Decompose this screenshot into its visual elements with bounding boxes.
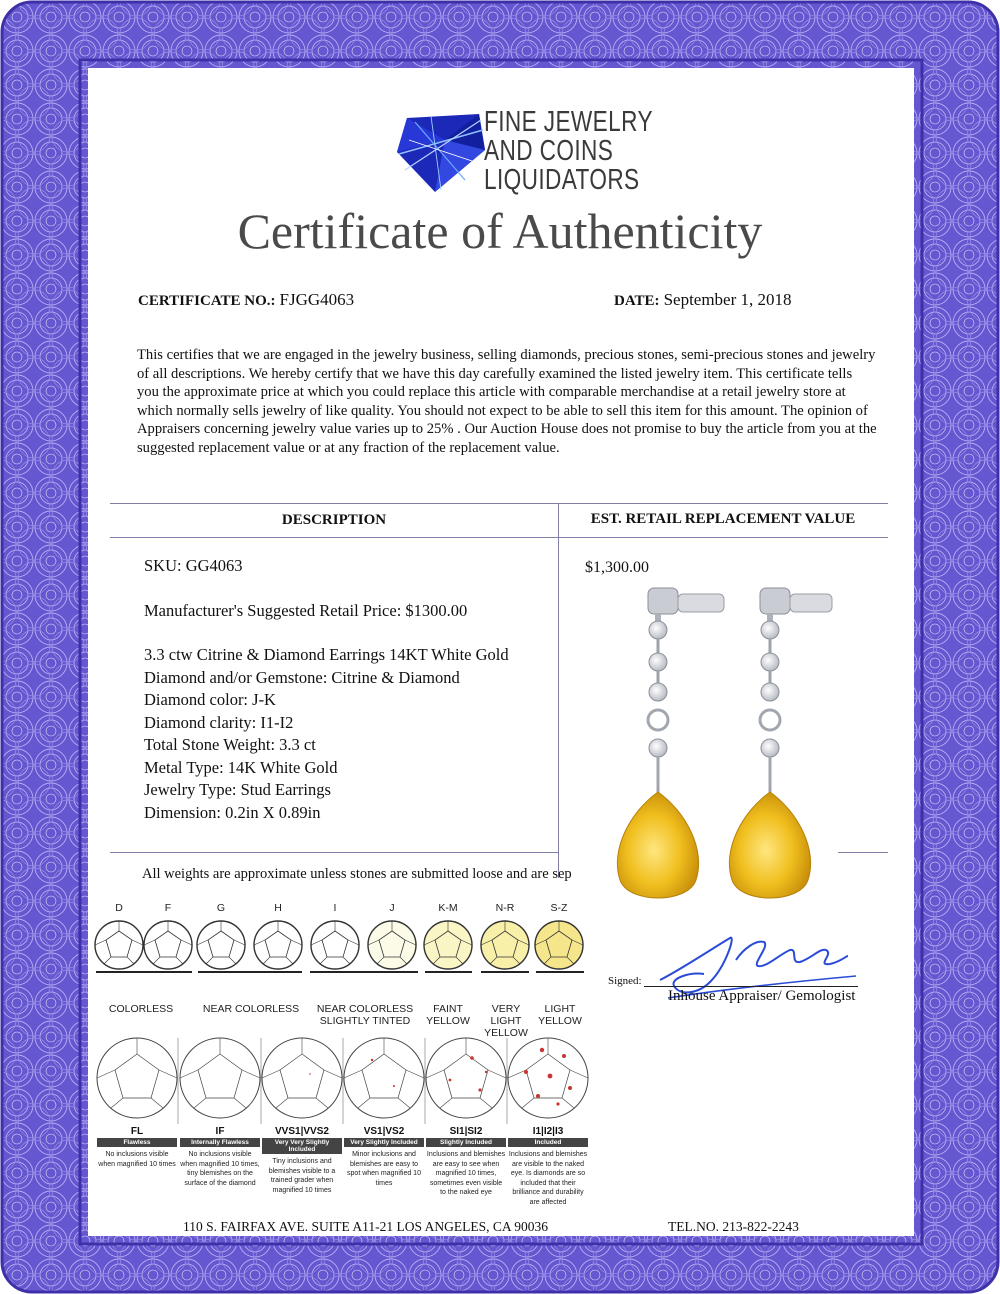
diamond-icon bbox=[761, 653, 779, 671]
detail-line: Dimension: 0.2in X 0.89in bbox=[144, 802, 321, 822]
clarity-name: Very Slightly Included bbox=[344, 1138, 424, 1147]
color-group-label: NEAR COLORLESS SLIGHTLY TINTED bbox=[316, 1003, 414, 1027]
color-letter: K-M bbox=[438, 902, 458, 914]
color-group-label: NEAR COLORLESS bbox=[202, 1003, 300, 1015]
diamond-icon bbox=[761, 739, 779, 757]
color-letter: N-R bbox=[495, 902, 515, 914]
footer-phone: TEL.NO. 213-822-2243 bbox=[668, 1219, 799, 1234]
color-letter: F bbox=[164, 902, 172, 914]
company-name-line-3: LIQUIDATORS bbox=[484, 164, 640, 196]
company-name-line-2: AND COINS bbox=[484, 135, 614, 167]
earring-right bbox=[729, 588, 832, 898]
clarity-desc: No inclusions visible when magnified 10 times, tiny blemishes on the surface of the diamond bbox=[180, 1151, 260, 1187]
certificate-number-label: CERTIFICATE NO.: bbox=[138, 293, 276, 309]
diamond-icon bbox=[649, 683, 667, 701]
clarity-name: Flawless bbox=[97, 1138, 177, 1147]
table-header-rule bbox=[110, 537, 888, 538]
diamond-icon bbox=[649, 653, 667, 671]
clarity-name: Slightly Included bbox=[426, 1138, 506, 1147]
color-letter: J bbox=[389, 902, 395, 914]
footer-address: 110 S. FAIRFAX AVE. SUITE A11-21 LOS ANGELES, CA 90036 bbox=[183, 1219, 549, 1234]
clarity-name: Included bbox=[508, 1138, 588, 1147]
clarity-grade-i bbox=[508, 1126, 588, 1207]
description-list bbox=[144, 555, 509, 824]
value-header: EST. RETAIL REPLACEMENT VALUE bbox=[590, 511, 856, 527]
signed-label: Signed: bbox=[608, 975, 642, 987]
certificate-number: FJGG4063 bbox=[279, 290, 355, 309]
certificate-number-row bbox=[138, 290, 354, 310]
certification-paragraph: This certifies that we are engaged in the jewelry business, selling diamonds, precious stones, semi-precious stones and jewelry of all descriptions. We hereby certify that we have this day carefully examined the listed jewelry item. This certificate tells you the approximate price at which you could replace this article with comparable merchandise at a retail jewelry store at which normally sells jewelry of like quality. You should not expect to be able to sell this item for this amount. The opinion of Appraisers concerning jewelry value varies up to 25% . Our Auction House does not promise to buy the article from you at the suggested replacement value or at any fraction of the replacement value. bbox=[137, 347, 877, 456]
clarity-desc: Inclusions and blemishes are easy to see when magnified 10 times, sometimes even visible to the naked eye bbox=[426, 1151, 506, 1196]
table-top-rule bbox=[110, 503, 888, 504]
clarity-desc: Tiny inclusions and blemishes visible to a trained grader when magnified 10 times bbox=[268, 1158, 336, 1194]
description-header: DESCRIPTION bbox=[281, 512, 387, 528]
clarity-desc: Inclusions and blemishes are visible to the naked eye. Is diamonds are so included that their brilliance and durability are affected bbox=[508, 1151, 588, 1206]
table-column-divider bbox=[558, 503, 559, 878]
detail-line: Total Stone Weight: 3.3 ct bbox=[144, 735, 316, 754]
document-title: Certificate of Authenticity bbox=[237, 203, 763, 259]
color-diamonds bbox=[92, 918, 592, 974]
diamond-icon bbox=[649, 621, 667, 639]
sku: SKU: GG4063 bbox=[144, 556, 243, 575]
color-group-label: FAINT YELLOW bbox=[426, 1003, 470, 1027]
date-label: DATE: bbox=[614, 293, 660, 309]
color-group-label: COLORLESS bbox=[108, 1003, 174, 1015]
earring-left bbox=[617, 588, 724, 898]
clarity-grade-if bbox=[180, 1126, 260, 1188]
signature-line bbox=[644, 986, 858, 987]
clarity-diamonds bbox=[96, 1034, 596, 1126]
clarity-code: FL bbox=[130, 1126, 144, 1137]
clarity-code: IF bbox=[215, 1126, 225, 1137]
diamond-icon bbox=[649, 739, 667, 757]
color-group-label: LIGHT YELLOW bbox=[538, 1003, 582, 1027]
company-name bbox=[484, 108, 653, 195]
clarity-desc: No inclusions visible when magnified 10 times bbox=[98, 1151, 176, 1168]
detail-line: 3.3 ctw Citrine & Diamond Earrings 14KT White Gold bbox=[144, 645, 509, 664]
clarity-code: VS1|VS2 bbox=[363, 1126, 405, 1137]
diamond-icon bbox=[761, 621, 779, 639]
msrp: Manufacturer's Suggested Retail Price: $1300.00 bbox=[144, 600, 468, 620]
color-letter: H bbox=[274, 902, 282, 914]
earrings-photo bbox=[600, 580, 840, 920]
clarity-code: VVS1|VVS2 bbox=[275, 1126, 329, 1137]
color-letter: S-Z bbox=[550, 902, 568, 914]
detail-line: Metal Type: 14K White Gold bbox=[144, 757, 338, 777]
color-letter: I bbox=[333, 902, 337, 914]
table-bottom-rule-right bbox=[838, 852, 888, 853]
date-value: September 1, 2018 bbox=[663, 290, 792, 309]
diamond-icon bbox=[761, 683, 779, 701]
appraiser-title: Inhouse Appraiser/ Gemologist bbox=[668, 988, 856, 1004]
detail-line: Diamond clarity: I1-I2 bbox=[144, 712, 294, 732]
detail-line: Diamond color: J-K bbox=[144, 690, 276, 709]
table-bottom-rule-left bbox=[110, 852, 558, 853]
clarity-name: Internally Flawless bbox=[180, 1138, 260, 1147]
clarity-grade-vs bbox=[344, 1126, 424, 1188]
date-row bbox=[614, 290, 792, 310]
detail-line: Jewelry Type: Stud Earrings bbox=[144, 780, 331, 799]
clarity-grade-fl bbox=[97, 1126, 177, 1169]
color-letter: D bbox=[115, 902, 123, 914]
color-group-label: VERY LIGHT YELLOW bbox=[484, 1003, 528, 1039]
color-letter: G bbox=[216, 902, 226, 914]
weights-note: All weights are approximate unless stones are submitted loose and are sep bbox=[142, 866, 572, 882]
company-name-line-1: FINE JEWELRY bbox=[484, 106, 653, 138]
retail-value: $1,300.00 bbox=[585, 559, 649, 576]
clarity-grade-si bbox=[426, 1126, 506, 1198]
clarity-grade-vvs bbox=[262, 1126, 342, 1195]
gem-logo-icon bbox=[395, 110, 487, 194]
clarity-desc: Minor inclusions and blemishes are easy to spot when magnified 10 times bbox=[347, 1151, 421, 1187]
clarity-code: SI1|SI2 bbox=[449, 1126, 483, 1137]
clarity-code: I1|I2|I3 bbox=[532, 1126, 564, 1137]
detail-line: Diamond and/or Gemstone: Citrine & Diamond bbox=[144, 667, 460, 687]
clarity-name: Very Very Slightly Included bbox=[262, 1138, 342, 1154]
